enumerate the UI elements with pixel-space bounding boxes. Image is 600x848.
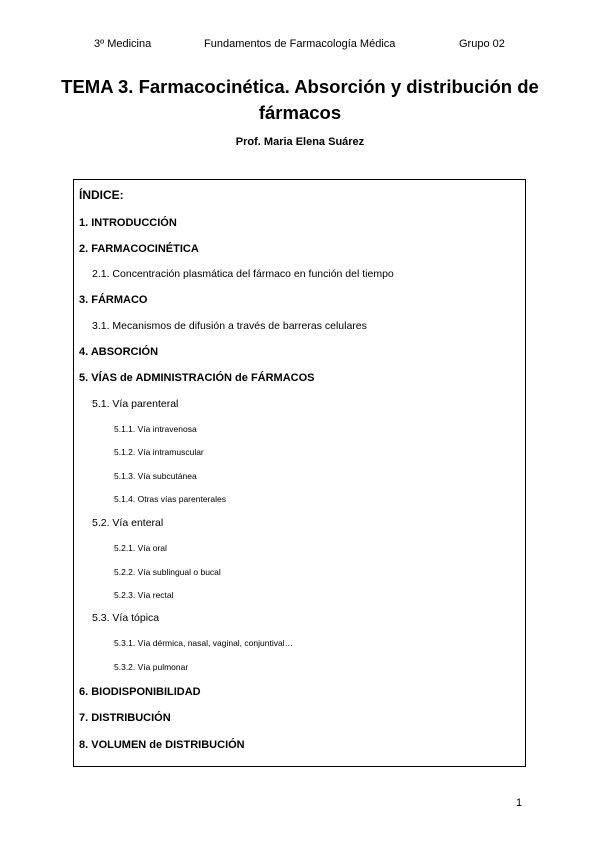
header-course: 3º Medicina [94,38,152,50]
index-subsubitem: 5.1.3. Vía subcutánea [114,471,197,481]
index-item: 3. FÁRMACO [79,294,148,306]
index-subsubitem: 5.2.2. Vía sublingual o bucal [114,567,221,577]
index-subsubitem: 5.2.1. Vía oral [114,543,167,553]
index-item: 5. VÍAS de ADMINISTRACIÓN de FÁRMACOS [79,372,315,384]
index-item: 6. BIODISPONIBILIDAD [79,686,201,698]
header-group: Grupo 02 [459,38,505,50]
document-author: Prof. Maria Elena Suárez [235,136,365,148]
index-subsubitem: 5.2.3. Vía rectal [114,590,174,600]
index-subsubitem: 5.1.1. Vía intravenosa [114,424,197,434]
page-header [0,38,600,52]
header-subject: Fundamentos de Farmacología Médica [204,38,396,50]
index-subsubitem: 5.3.2. Vía pulmonar [114,662,189,672]
index-item: 1. INTRODUCCIÓN [79,217,177,229]
index-subitem: 2.1. Concentración plasmática del fármaco en función del tiempo [92,268,394,280]
index-item: 2. FARMACOCINÉTICA [79,243,199,255]
index-item: 8. VOLUMEN de DISTRIBUCIÓN [79,739,245,751]
index-item: 4. ABSORCIÓN [79,346,159,358]
index-item: 7. DISTRIBUCIÓN [79,712,171,724]
page-number: 1 [516,797,523,809]
index-subsubitem: 5.1.2. Vía intramuscular [114,447,204,457]
document-title: TEMA 3. Farmacocinética. Absorción y distribución de fármacos [61,76,539,123]
index-heading: ÍNDICE: [79,188,124,202]
index-subsubitem: 5.3.1. Vía dérmica, nasal, vaginal, conjuntival… [114,638,294,648]
index-subitem: 5.3. Vía tópica [92,612,160,624]
index-subitem: 3.1. Mecanismos de difusión a través de barreras celulares [92,320,367,332]
index-subsubitem: 5.1.4. Otras vías parenterales [114,494,226,504]
index-subitem: 5.1. Vía parenteral [92,398,179,410]
index-subitem: 5.2. Vía enteral [92,517,164,529]
index-box [73,179,526,767]
